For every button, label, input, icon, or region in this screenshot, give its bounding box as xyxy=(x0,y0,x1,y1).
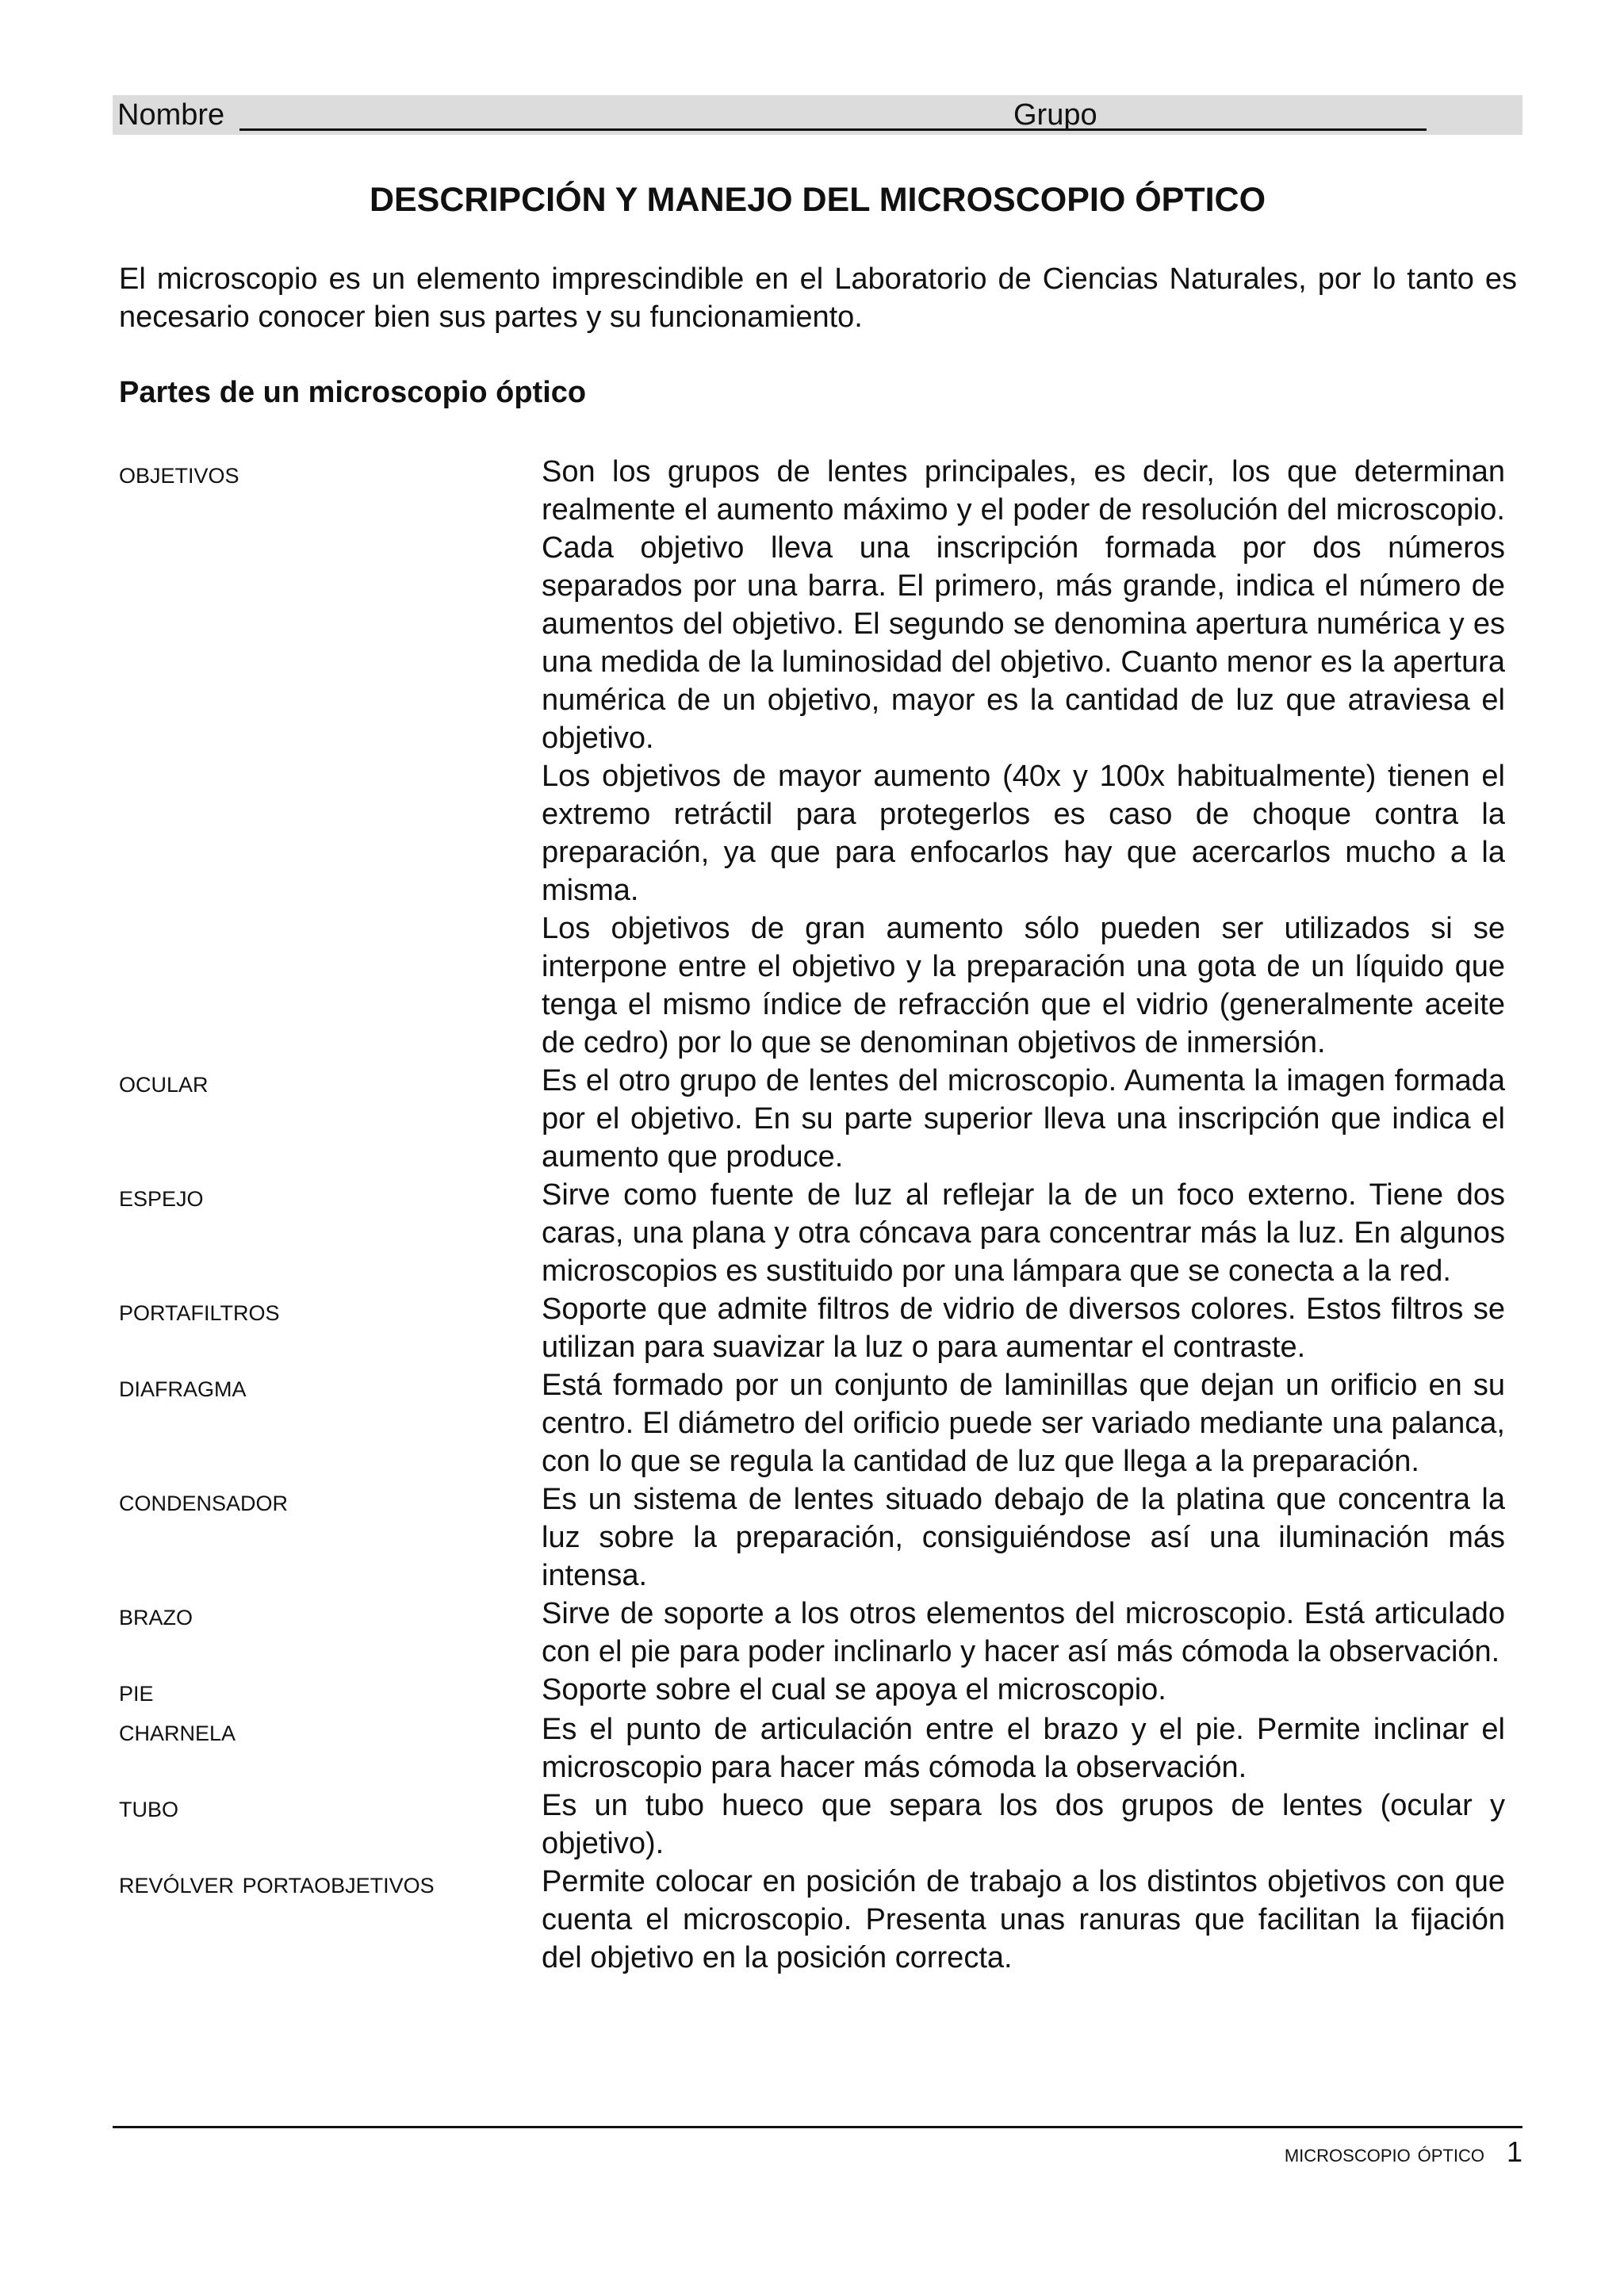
definition-paragraph: Soporte que admite filtros de vidrio de diversos colores. Estos filtros se utilizan para suavizar la luz o para aumentar el contraste. xyxy=(542,1293,1505,1364)
part-row xyxy=(119,1176,1517,1290)
page-title: DESCRIPCIÓN Y MANEJO DEL MICROSCOPIO ÓPTICO xyxy=(369,181,1266,219)
definition-paragraph: Es el otro grupo de lentes del microscopio. Aumenta la imagen formada por el objetivo. En su parte superior lleva una inscripción que indica el aumento que produce. xyxy=(542,1064,1505,1174)
section-heading: Partes de un microscopio óptico xyxy=(119,376,587,409)
part-definition xyxy=(542,1062,1505,1176)
part-definition xyxy=(542,1710,1505,1787)
part-term: portafiltros xyxy=(119,1294,280,1327)
part-row xyxy=(119,1062,1517,1176)
definition-paragraph: Está formado por un conjunto de laminillas que dejan un orificio en su centro. El diámetro del orificio puede ser variado mediante una palanca, con lo que se regula la cantidad de luz que llega a la preparación. xyxy=(542,1369,1505,1478)
footer-title: microscopio óptico xyxy=(1284,2139,1484,2167)
part-term: espejo xyxy=(119,1180,204,1213)
part-definition xyxy=(542,453,1505,1062)
part-row xyxy=(119,1710,1517,1787)
definition-paragraph: Son los grupos de lentes principales, es decir, los que determinan realmente el aumento máximo y el poder de resolución del microscopio. Cada objetivo lleva una inscripción formada por dos números separados por una barra. El primero, más grande, indica el número de aumentos del objetivo. El segundo se denomina apertura numérica y es una medida de la luminosidad del objetivo. Cuanto menor es la apertura numérica de un objetivo, mayor es la cantidad de luz que atraviesa el objetivo. xyxy=(542,455,1505,755)
definition-paragraph: Permite colocar en posición de trabajo a los distintos objetivos con que cuenta el microscopio. Presenta unas ranuras que facilitan la fijación del objetivo en la posición correcta. xyxy=(542,1865,1505,1974)
part-definition xyxy=(542,1671,1505,1710)
definition-paragraph: Es un tubo hueco que separa los dos grupos de lentes (ocular y objetivo). xyxy=(542,1789,1505,1860)
page-number: 1 xyxy=(1506,2135,1522,2168)
part-term: diafragma xyxy=(119,1370,247,1404)
part-definition xyxy=(542,1480,1505,1595)
part-row xyxy=(119,1787,1517,1863)
part-definition xyxy=(542,1366,1505,1480)
part-term: revólver portaobjetivos xyxy=(119,1867,435,1900)
part-definition xyxy=(542,1290,1505,1366)
part-definition xyxy=(542,1787,1505,1863)
part-definition xyxy=(542,1863,1505,1977)
part-term: objetivos xyxy=(119,457,239,490)
definition-paragraph: Es un sistema de lentes situado debajo de la platina que concentra la luz sobre la preparación, consiguiéndose así una iluminación más intensa. xyxy=(542,1483,1505,1592)
name-blank-line xyxy=(239,128,1128,131)
definition-paragraph: Es el punto de articulación entre el brazo y el pie. Permite inclinar el microscopio para hacer más cómoda la observación. xyxy=(542,1713,1505,1784)
part-definition xyxy=(542,1176,1505,1290)
part-term: ocular xyxy=(119,1066,209,1099)
page-footer xyxy=(1285,2133,1522,2172)
part-row xyxy=(119,1863,1517,1977)
part-row xyxy=(119,1366,1517,1480)
parts-list xyxy=(119,453,1517,1977)
definition-paragraph: Los objetivos de mayor aumento (40x y 100x habitualmente) tienen el extremo retráctil para protegerlos es caso de choque contra la preparación, ya que para enfocarlos hay que acercarlos mucho a la misma. xyxy=(542,760,1505,907)
definition-paragraph: Sirve de soporte a los otros elementos del microscopio. Está articulado con el pie para poder inclinarlo y hacer así más cómoda la observación. xyxy=(542,1597,1505,1668)
part-row xyxy=(119,1595,1517,1671)
definition-paragraph: Soporte sobre el cual se apoya el microscopio. xyxy=(542,1673,1166,1706)
part-row xyxy=(119,1480,1517,1595)
part-row xyxy=(119,1290,1517,1366)
footer-divider xyxy=(113,2126,1522,2128)
group-blank-line xyxy=(1115,128,1427,131)
part-definition xyxy=(542,1595,1505,1671)
name-group-header xyxy=(113,95,1522,135)
part-term: pie xyxy=(119,1675,154,1708)
part-term: condensador xyxy=(119,1484,289,1518)
part-row xyxy=(119,1671,1517,1710)
intro-paragraph: El microscopio es un elemento imprescindible en el Laboratorio de Ciencias Naturales, por lo tanto es necesario conocer bien sus partes y su funcionamiento. xyxy=(119,262,1517,334)
part-term: tubo xyxy=(119,1790,179,1824)
definition-paragraph: Los objetivos de gran aumento sólo pueden ser utilizados si se interpone entre el objetivo y la preparación una gota de un líquido que tenga el mismo índice de refracción que el vidrio (generalmente aceite de cedro) por lo que se denominan objetivos de inmersión. xyxy=(542,912,1505,1059)
group-label: Grupo xyxy=(1013,98,1097,132)
part-row xyxy=(119,453,1517,1062)
name-label: Nombre xyxy=(117,98,225,132)
part-term: charnela xyxy=(119,1714,236,1748)
part-term: brazo xyxy=(119,1599,193,1632)
definition-paragraph: Sirve como fuente de luz al reflejar la de un foco externo. Tiene dos caras, una plana y otra cóncava para concentrar más la luz. En algunos microscopios es sustituido por una lámpara que se conecta a la red. xyxy=(542,1178,1505,1288)
